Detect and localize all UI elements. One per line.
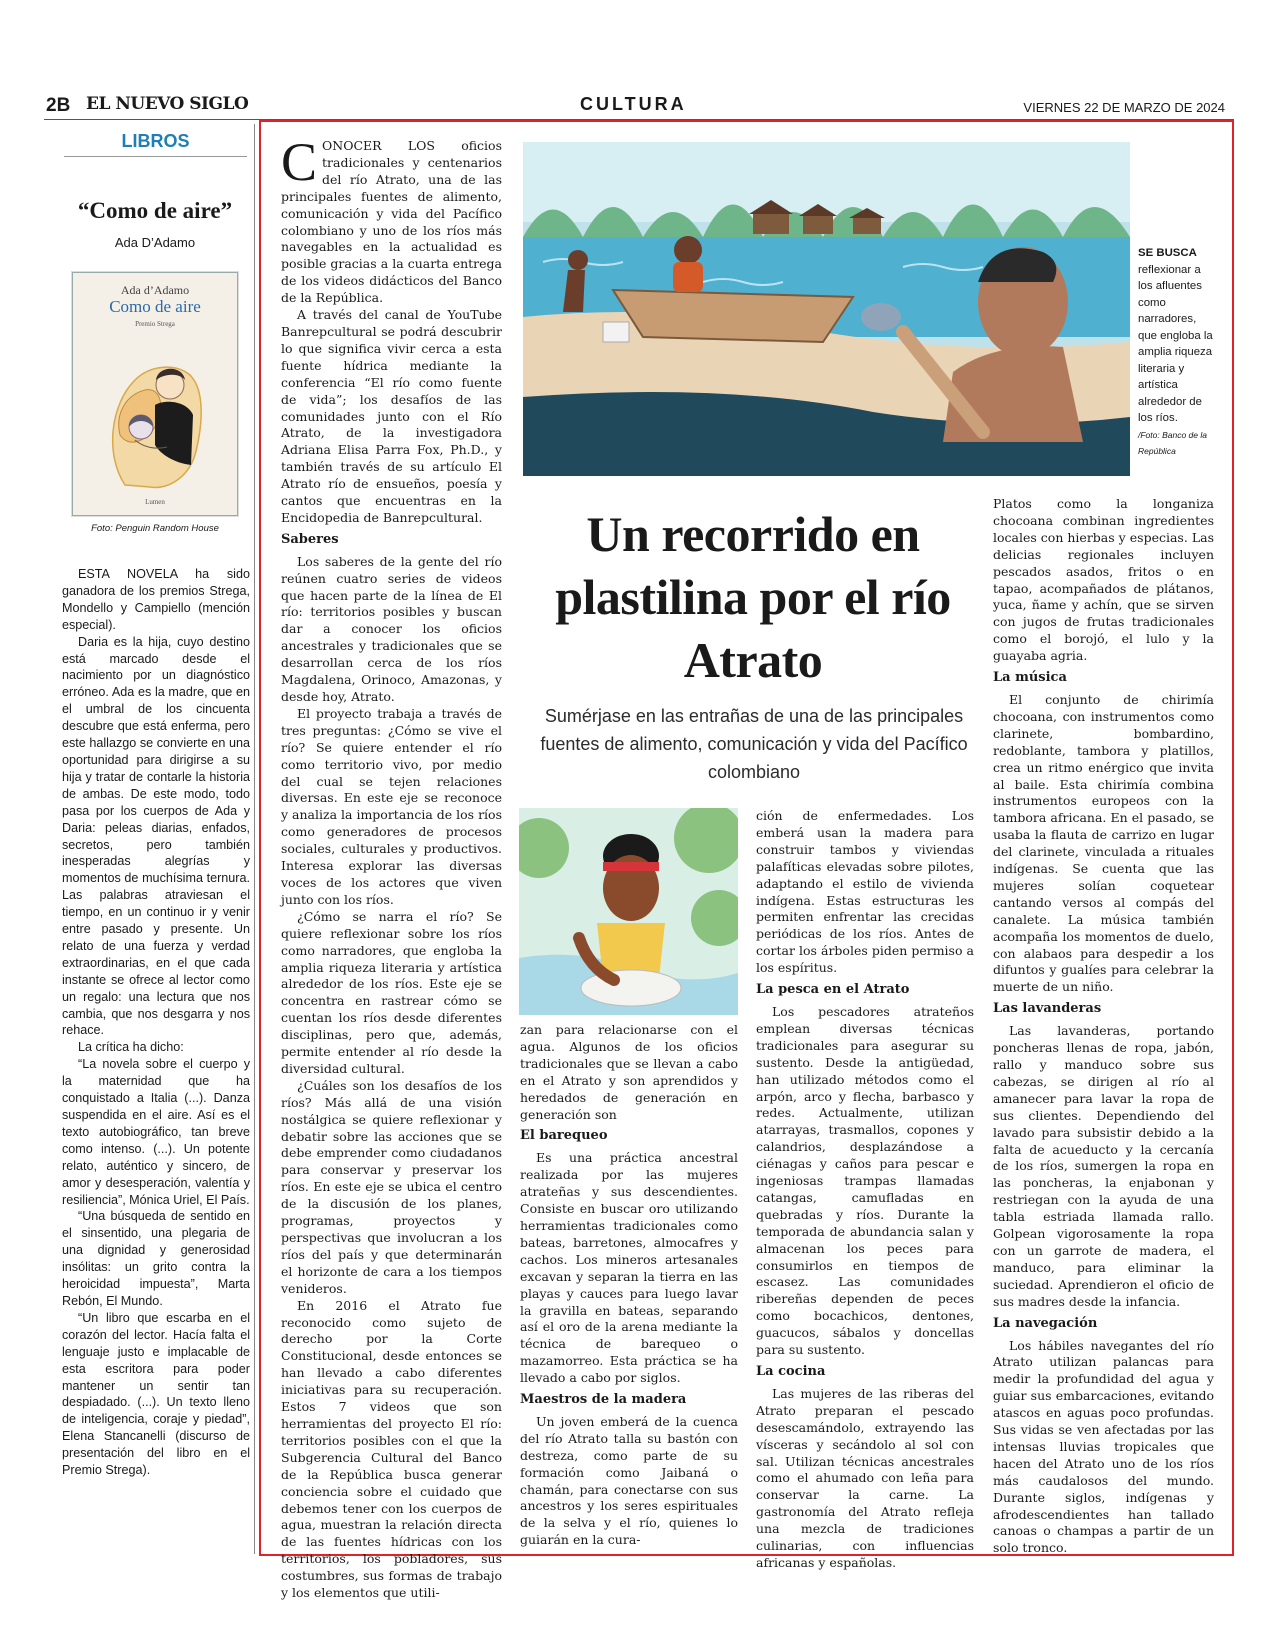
plasticine-figure-illustration [519, 808, 738, 1015]
newspaper-logo: EL NUEVO SIGLO [86, 94, 249, 114]
secondary-photo [519, 808, 738, 1015]
article-headline: Un recorrido en plastilina por el río Atrato [555, 506, 951, 688]
paragraph: Las lavanderas, portando poncheras llenas de ropa, jabón, rallo y manduco sobre sus cabezas, se dirigen al río al amanecer para lavar la ropa de sus clientes. Dependiendo del lavado para subsistir debido a la falta de acueducto y la cercanía de los ríos, sumergen la ropa en las poncheras, la enjabonan y restriegan con la ayuda de una tabla estriada llamada rallo. Golpean vigorosamente la ropa con un garrote de madera, el manduco, para eliminar la suciedad. Aprendieron el oficio de sus madres desde la infancia. [993, 1023, 1214, 1309]
review-paragraph: Daria es la hija, cuyo destino está marcado desde el nacimiento por un diagnóstico erróneo. Ada es la madre, que en el umbral de los cincuenta descubre que está enferma, pero este hallazgo se convierte en una oportunidad para dirigirse a su hija y tratar de contarle la historia de ambas. De este modo, todo pasa por los cuerpos de Ada y Daria: peleas diarias, enfados, secretos, pero también inesperadas alegrías y momentos de muchísima ternura. Las palabras atraviesan el tiempo, en un continuo ir y venir entre pasado y presente. Un relato de una fuerza y verdad extraordinarias, en el que cada instante se ofrece al lector como un regalo: una lectura que nos cambia, que nos desgarra y nos rehace. [62, 634, 250, 1038]
cover-photo-credit: Foto: Penguin Random House [91, 523, 219, 534]
main-photo [523, 142, 1130, 476]
cover-author: Ada d’Adamo [120, 283, 190, 297]
paragraph: ción de enfermedades. Los emberá usan la madera para construir tambos y viviendas palafíticas elevadas sobre pilotes, adaptando el estilo de vivienda indígena. Estas estructuras les permiten enfrentar las crecidas periódicas de los ríos. Antes de cortar los árboles piden permiso a los espíritus. [756, 808, 974, 976]
review-paragraph: “Un libro que escarba en el corazón del lector. Hacía falta el lenguaje justo e implacable de esta escritora para poder mantener un sentir tan despiadado. (...). Un texto lleno de inteligencia, coraje y piedad”, Elena Stancanelli (discurso de presentación del libro en el Premio Strega). [62, 1310, 250, 1478]
article-subhead: Sumérjase en las entrañas de una de las principales fuentes de alimento, comunicación y vida del Pacífico colombiano [540, 706, 968, 782]
section-title: CULTURA [580, 94, 687, 114]
subheading-musica: La música [993, 670, 1067, 686]
subheading-cocina: La cocina [756, 1364, 826, 1379]
paragraph: Los saberes de la gente del río reúnen cuatro series de videos que hacen parte de la línea de El río: territorios posibles y buscan dar a conocer los oficios ancestrales y tradicionales que se desarrollan cerca de los ríos Magdalena, Orinoco, Amazonas, y desde hoy, Atrato. [281, 553, 502, 704]
paragraph: A través del canal de YouTube Banrepcultural se podrá descubrir lo que significa vivir cerca a esta fuente hídrica mediante la conferencia “El río como fuente de vida”; los desafíos de las comunidades junto con el Río Atrato, de la investigadora Adriana Elisa Parra Fox, Ph.D., y también través de su artículo El Atrato río de ensueños, poesía y cantos que encuentras en la Encidopedia de Banrepcultural. [281, 307, 502, 525]
book-author: Ada D’Adamo [114, 235, 196, 250]
drop-cap: C [281, 132, 318, 192]
subheading-maestros: Maestros de la madera [520, 1392, 687, 1408]
cover-publisher: Lumen [145, 498, 165, 506]
section-label-libros: LIBROS [64, 131, 247, 157]
paragraph: oficios tradicionales y centenarios del río Atrato, una de las principales fuentes de alimento, comunicación y vida del Pacífico colombiano y uno de los ríos más navegables en la actualidad es posible gracias a la cuarta entrega de los videos didácticos del Banco de la República. [281, 138, 502, 306]
subheading-saberes: Saberes [281, 531, 339, 547]
paragraph: Los pescadores atrateños emplean diversas técnicas tradicionales para asegurar su sustento. Desde la antigüedad, han utilizado métodos como el arpón, arco y flecha, barbasco y redes. Actualmente, utilizan atarrayas, trasmallos, copones y calandrios, desplazándose a ciénagas y caños para pescar e ingeniosas trampas llamadas catangas, camufladas en quebradas y ríos. Durante la temporada de abundancia salan y almacenan los peces para consumirlos en tiempos de escasez. Las comunidades ribereñas dependen de peces como bocachicos, dentones, guacucos, sábalos y doncellas para su sustento. [756, 1003, 974, 1358]
caption-credit: /Foto: Banco de la República [1138, 429, 1207, 456]
review-paragraph: La crítica ha dicho: [78, 1040, 184, 1055]
review-paragraph: “Una búsqueda de sentido en el sinsentido, una plegaria de una dignidad y generosidad insólitas: un grito contra la heroicidad impuesta”, Marta Rebón, El Mundo. [62, 1209, 250, 1308]
paragraph: Los hábiles navegantes del río Atrato utilizan palancas para medir la profundidad del agua y guiar sus embarcaciones, evitando atascos en aguas poco profundas. Sus vidas se ven afectadas por las intensas lluvias tropicales que hacen del Atrato uno de los ríos más caudalosos del mundo. Durante siglos, indígenas y afrodescendientes han tallado canoas o champas a partir de un solo tronco. [993, 1337, 1214, 1556]
subheading-barequeo: El barequeo [520, 1128, 608, 1144]
paragraph: Platos como la longaniza chocoana combinan ingredientes locales con hierbas y especias. Las delicias regionales incluyen pescados asados, fritos o en tapao, acompañados de plátanos, yuca, ñame y achín, que se sirven con jugos de frutas tradicionales como el borojó, el lulo y la guayaba agria. [993, 496, 1214, 664]
paragraph: Un joven emberá de la cuenca del río Atrato talla su bastón con destreza, como parte de su formación como Jaibaná o chamán, para conectarse con sus ancestros y los seres espirituales de la selva y el río, quienes lo guiarán en la cura- [520, 1413, 738, 1548]
article-column-1 [281, 132, 502, 1602]
subheading-navegacion: La navegación [993, 1315, 1098, 1331]
paragraph: Es una práctica ancestral realizada por las mujeres atrateñas y sus descendientes. Consiste en buscar oro utilizando herramientas tradicionales como bateas, barretones, almocafres y cachos. Los mineros artesanales excavan y separan la tierra en las playas y cauces para luego lavar la gravilla en bateas, separando así el oro de la arena mediante la técnica de barequeo o mazamorreo. Esta práctica se ha llevado a cabo por siglos. [520, 1150, 738, 1386]
article-column-3 [756, 808, 974, 1572]
review-paragraph: ESTA NOVELA ha sido ganadora de los premios Strega, Mondello y Campiello (mención especial). [62, 567, 250, 632]
article-column-4 [993, 496, 1214, 1557]
page-number: 2B [46, 95, 71, 116]
article-column-2 [520, 1022, 738, 1549]
book-review-text [62, 566, 250, 1479]
paragraph: En 2016 el Atrato fue reconocido como sujeto de derecho por la Corte Constitucional, desde entonces se han llevado a cabo diferentes iniciativas para su recuperación. Estos 7 videos que son herramientas del proyecto El río: territorios posibles con el que la Subgerencia Cultural del Banco de la República busca generar conciencia sobre el cuidado que debemos tener con los cuerpos de agua, muestran la relación directa de las fuentes hídricas con los territorios, los pobladores, sus costumbres, sus formas de trabajo y los elementos que utili- [281, 1297, 502, 1601]
plasticine-river-illustration [523, 142, 1130, 476]
paragraph: zan para relacionarse con el agua. Algunos de los oficios tradicionales que se llevan a cabo en el Atrato y son aprendidos y heredados de generación en generación son [520, 1022, 738, 1122]
paragraph: El conjunto de chirimía chocoana, con instrumentos como clarinete, bombardino, redoblante, tambora y platillos, crea un ritmo enérgico que invita al baile. Esta chirimía combina instrumentos europeos con la tambora africana. En el pasado, se usaba la flauta de carrizo en lugar del clarinete, vinculada a rituales indígenas. Se cuenta que las mujeres solían coquetear cantando versos al compás del canalete. La música también acompaña los momentos de duelo, con alabaos para despedir a los difuntos y gualíes para celebrar la muerte de un niño. [993, 691, 1214, 995]
book-cover [72, 272, 238, 516]
paragraph: Las mujeres de las riberas del Atrato preparan el pescado desescamándolo, extrayendo las vísceras y secándolo al sol con sal. Utilizan técnicas ancestrales como el ahumado con leña para conservar la carne. La gastronomía del Atrato refleja una mezcla de tradiciones culinarias, con influencias africanas y españolas. [756, 1385, 974, 1570]
paragraph: ¿Cuáles son los desafíos de los ríos? Más allá de una visión nostálgica se quiere reflexionar y debatir sobre las acciones que se debe emprender como ciudadanos para conservar y preservar los ríos. En este eje se ubica el centro de la discusión de los planes, programas, proyectos y perspectivas que involucran a los ríos del país y que determinarán el horizonte de cara a los tiempos venideros. [281, 1077, 502, 1296]
review-paragraph: “La novela sobre el cuerpo y la maternidad que ha conquistado a Italia (...). Danza suspendida en el aire. Así es el texto autobiográfico, tan breve como intenso. (...). Un potente relato, auténtico y sincero, de amor y desesperación, valentía y resiliencia”, Mónica Uriel, El País. [62, 1057, 250, 1207]
caption-text: reflexionar a los afluentes como narradores, que engloba la amplia riqueza literaria y artística alrededor de los ríos. [1138, 263, 1213, 424]
paragraph: ¿Cómo se narra el río? Se quiere reflexionar sobre los ríos como narradores, que engloba la amplia riqueza literaria y artística alrededor de los ríos. Este eje se concentra en rastrear cómo se cuentan los ríos desde diferentes disciplinas, pero que, además, permite entender al río desde la diversidad cultural. [281, 908, 502, 1076]
cover-illustration [95, 335, 215, 493]
subheading-pesca: La pesca en el Atrato [756, 982, 910, 998]
caption-kicker: SE BUSCA [1138, 247, 1197, 259]
paragraph: El proyecto trabaja a través de tres preguntas: ¿Cómo se vive el río? Se quiere entender el río como territorio vivo, por medio del cual se tejen relaciones diversas. En este eje se reconoce y analiza la importancia de los ríos como generadores de procesos sociales, culturales y productivos. Interesa explorar las diversas voces de los actores que viven junto con los ríos. [281, 705, 502, 907]
lead-in: ONOCER LOS [322, 138, 435, 153]
photo-caption [1138, 245, 1214, 460]
subheading-lavanderas: Las lavanderas [993, 1001, 1102, 1017]
issue-date: VIERNES 22 DE MARZO DE 2024 [1023, 100, 1225, 115]
cover-prize: Premio Strega [135, 320, 175, 328]
book-title: “Como de aire” [77, 198, 233, 223]
cover-title: Como de aire [109, 297, 201, 316]
